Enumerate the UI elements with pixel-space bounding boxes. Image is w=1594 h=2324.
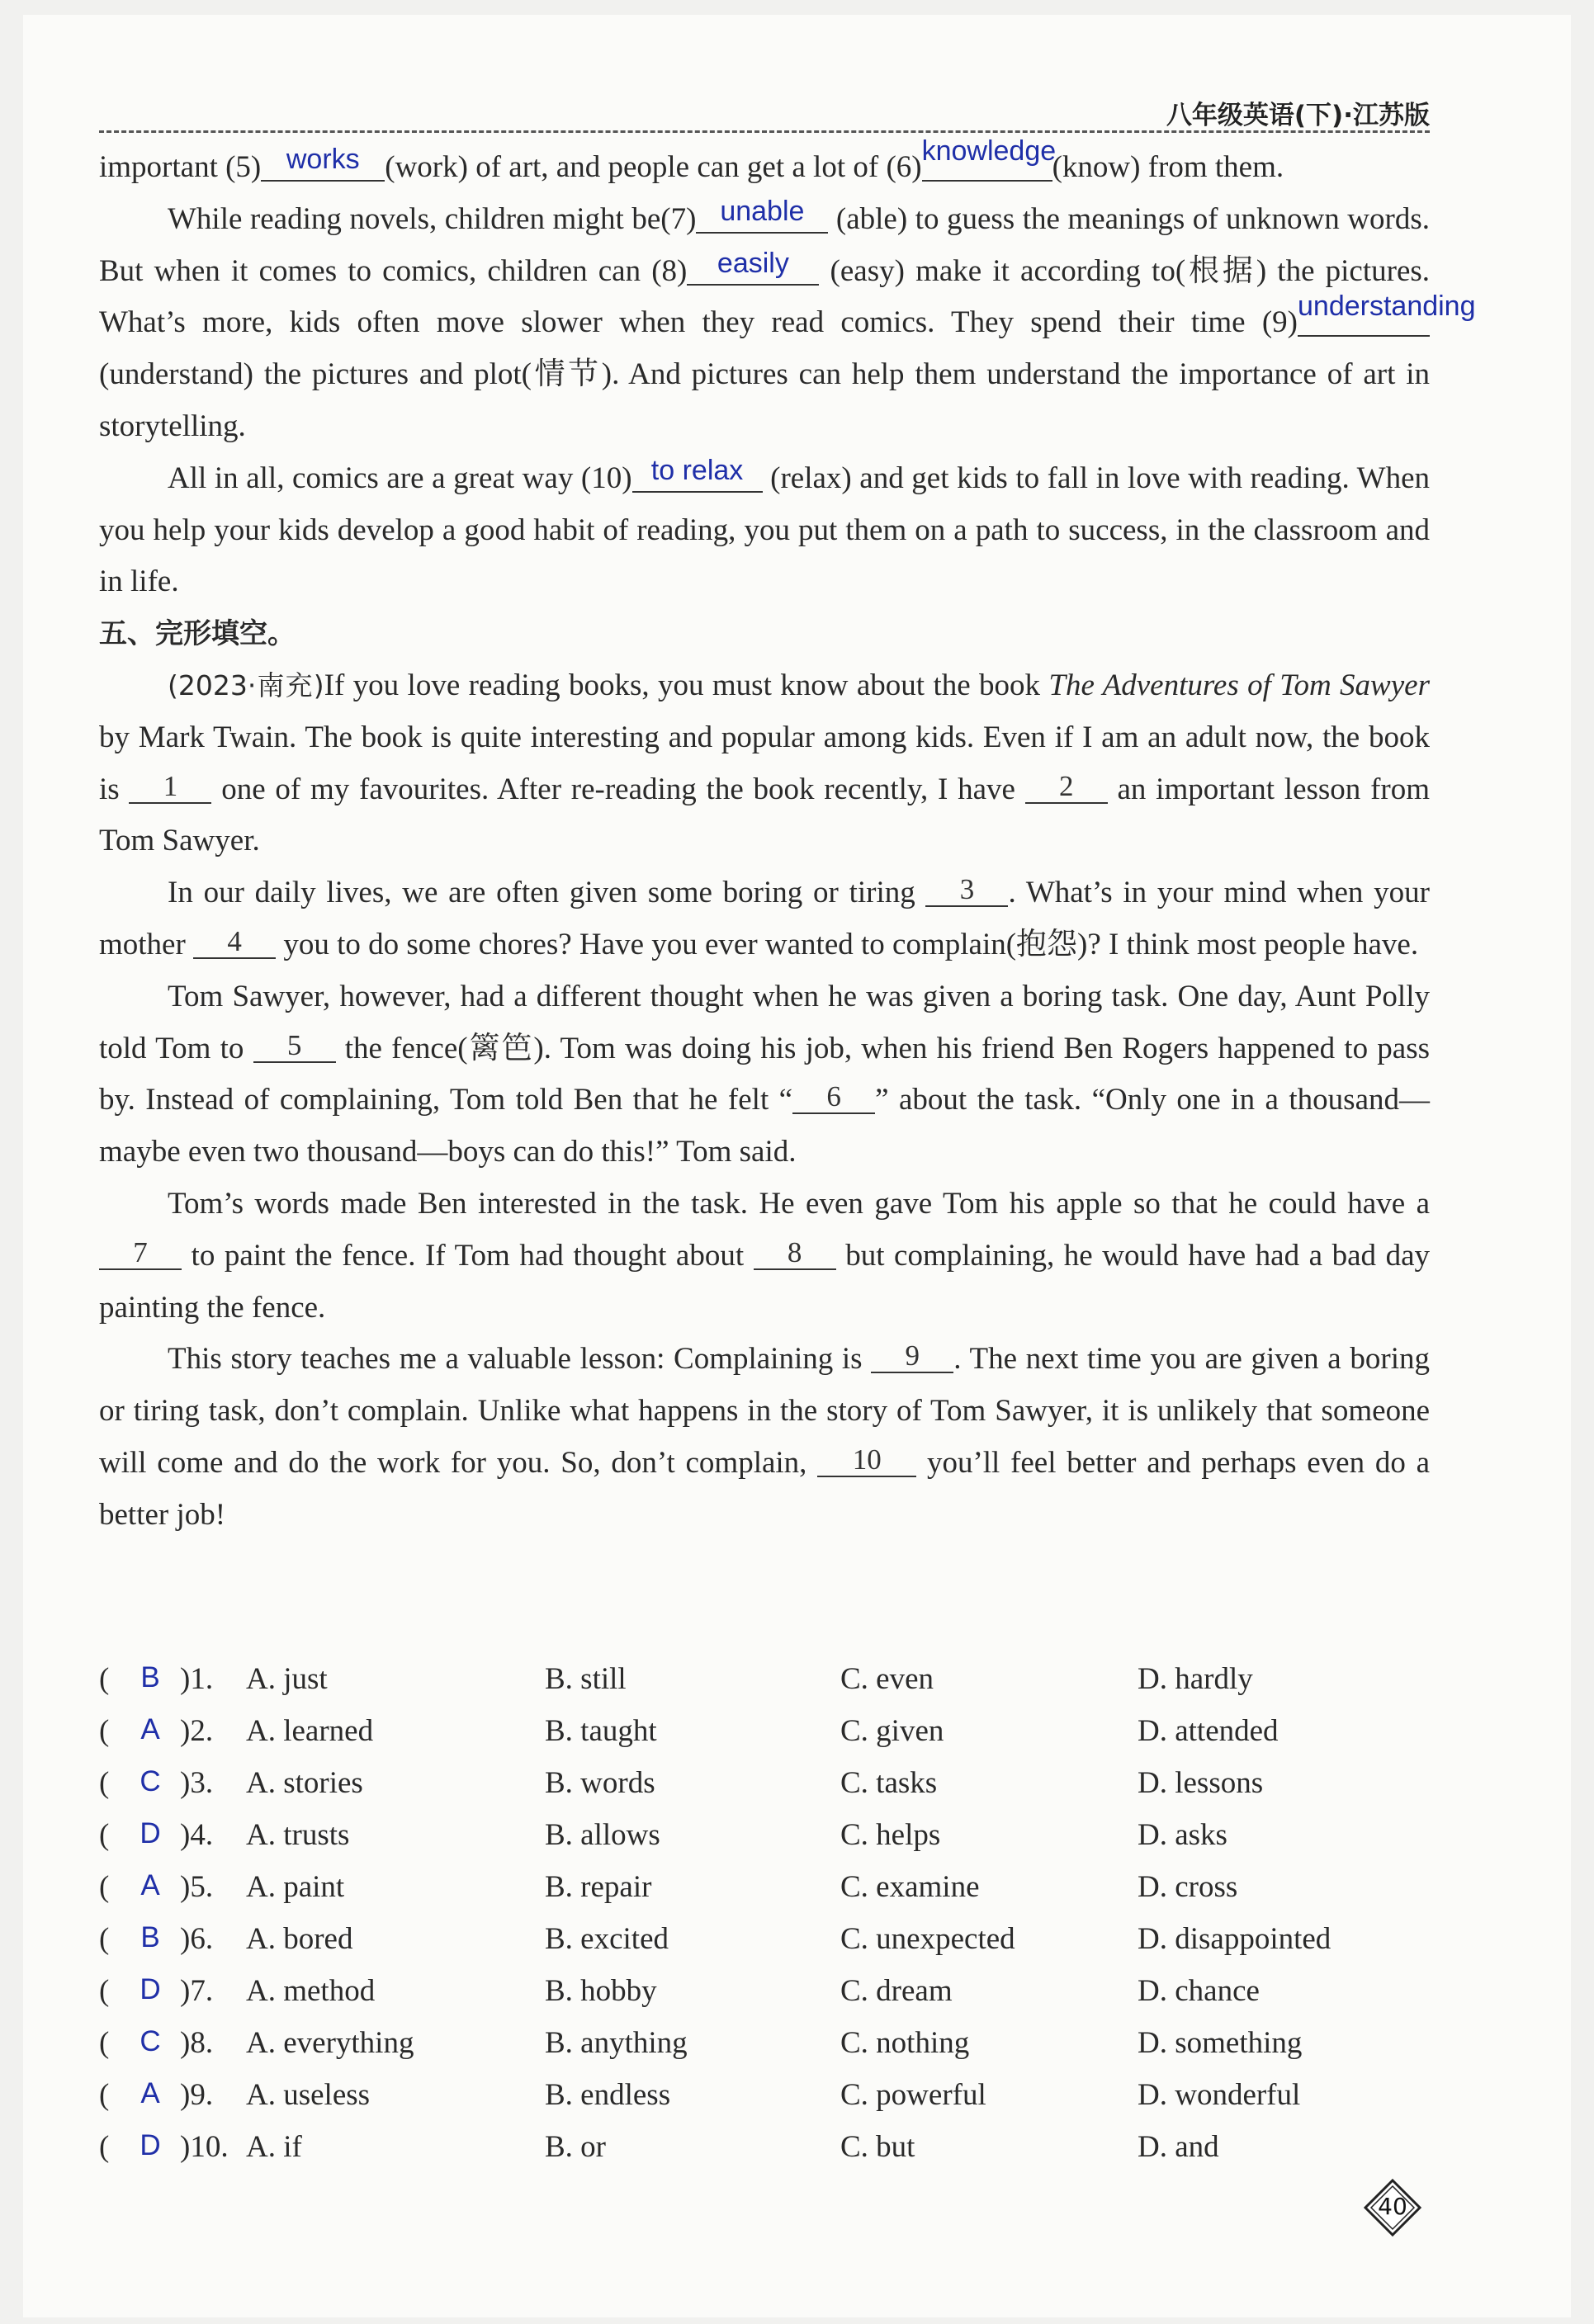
option-a[interactable]: A. learned xyxy=(246,1714,374,1748)
question-number: )1. xyxy=(180,1662,214,1696)
question-row: ( C )3. A. stories B. words C. tasks D. lessons xyxy=(99,1765,1264,1800)
handwritten-choice: B xyxy=(140,1921,160,1953)
option-a[interactable]: A. paint xyxy=(246,1870,345,1904)
source-tag: (2023·南充) xyxy=(168,668,324,701)
cloze-blank-3[interactable]: 3 xyxy=(925,869,1008,907)
cloze-paragraph-2: In our daily lives, we are often given some boring or tiring 3 . What’s in your mind when your mother 4 you to do some chores? Have you ever wanted to complain(抱怨)? I think most people have. xyxy=(99,867,1430,971)
book-title: The Adventures of Tom Sawyer xyxy=(1048,668,1430,702)
option-a[interactable]: A. just xyxy=(246,1662,328,1696)
question-number: )7. xyxy=(180,1974,214,2008)
option-b[interactable]: B. hobby xyxy=(545,1974,657,2008)
passage-paragraph-3: All in all, comics are a great way (10) to relax (relax) and get kids to fall in love with reading. When you help your kids develop a good habit of reading, you put them on a path to success, in the classroom and in life. xyxy=(99,454,1431,599)
handwritten-choice: A xyxy=(140,1713,160,1745)
option-b[interactable]: B. or xyxy=(545,2130,606,2164)
option-d[interactable]: D. cross xyxy=(1138,1870,1238,1904)
option-d[interactable]: D. asks xyxy=(1138,1818,1227,1852)
option-a[interactable]: A. useless xyxy=(246,2078,371,2112)
option-d[interactable]: D. and xyxy=(1138,2130,1219,2164)
option-a[interactable]: A. method xyxy=(246,1974,376,2008)
answer-blank-10[interactable] xyxy=(632,455,763,493)
option-c[interactable]: C. powerful xyxy=(840,2078,986,2112)
option-d[interactable]: D. attended xyxy=(1138,1714,1279,1748)
option-d[interactable]: D. hardly xyxy=(1138,1662,1253,1696)
option-a[interactable]: A. stories xyxy=(246,1766,363,1800)
option-d[interactable]: D. lessons xyxy=(1138,1766,1264,1800)
option-d[interactable]: D. chance xyxy=(1138,1974,1260,2008)
option-c[interactable]: C. given xyxy=(840,1714,944,1748)
cloze-blank-2[interactable]: 2 xyxy=(1025,766,1108,804)
page-number-badge xyxy=(1364,2179,1421,2237)
question-number: )4. xyxy=(180,1818,214,1852)
option-c[interactable]: C. examine xyxy=(840,1870,980,1904)
option-a[interactable]: A. trusts xyxy=(246,1818,350,1852)
handwritten-answer-6: knowledge xyxy=(921,135,1057,167)
option-c[interactable]: C. unexpected xyxy=(840,1922,1015,1956)
answer-blank-8[interactable] xyxy=(687,248,819,286)
handwritten-choice: C xyxy=(140,1765,161,1797)
option-b[interactable]: B. repair xyxy=(545,1870,652,1904)
cloze-blank-6[interactable]: 6 xyxy=(792,1076,875,1114)
cloze-paragraph-4: Tom’s words made Ben interested in the task. He even gave Tom his apple so that he could have a 7 to paint the fence. If Tom had thought about 8 but complaining, he would have had a bad day painting the fence. xyxy=(99,1186,1430,1325)
question-number: )10. xyxy=(180,2130,229,2164)
handwritten-choice: C xyxy=(140,2025,161,2057)
section-title: 五、完形填空。 xyxy=(99,617,296,651)
multiple-choice-list xyxy=(99,1651,1430,2171)
handwritten-choice: D xyxy=(140,1817,161,1849)
question-row: ( B )1. A. just B. still C. even D. hardly xyxy=(99,1661,1253,1696)
passage-paragraph-2: While reading novels, children might be(7) unable (able) to guess the meanings of unknown words. But when it comes to comics, children can (8) easily (easy) make it according to(根据) the pictures. What’s more, kids often move slower when they read comics. They spend their time (9) understanding (understand) the pictures and plot(情节). And pictures can help them understand the importance of art in storytelling. xyxy=(99,195,1476,443)
option-a[interactable]: A. everything xyxy=(246,2026,414,2060)
cloze-blank-7[interactable]: 7 xyxy=(99,1232,182,1270)
passage-content xyxy=(99,135,1476,1542)
handwritten-choice: D xyxy=(140,1973,161,2005)
answer-blank-7[interactable] xyxy=(696,196,828,234)
question-row: ( D )10. A. if B. or C. but D. and xyxy=(99,2129,1219,2164)
option-c[interactable]: C. helps xyxy=(840,1818,941,1852)
option-c[interactable]: C. even xyxy=(840,1662,934,1696)
option-b[interactable]: B. taught xyxy=(545,1714,657,1748)
handwritten-answer-8: easily xyxy=(717,247,789,279)
option-c[interactable]: C. dream xyxy=(840,1974,953,2008)
cloze-blank-10[interactable]: 10 xyxy=(817,1439,916,1477)
option-c[interactable]: C. but xyxy=(840,2130,915,2164)
option-d[interactable]: D. wonderful xyxy=(1138,2078,1301,2112)
handwritten-choice: B xyxy=(140,1661,160,1693)
option-b[interactable]: B. excited xyxy=(545,1922,669,1956)
answer-blank-9[interactable] xyxy=(1298,290,1476,337)
option-b[interactable]: B. anything xyxy=(545,2026,688,2060)
option-b[interactable]: B. allows xyxy=(545,1818,660,1852)
question-number: )9. xyxy=(180,2078,214,2112)
handwritten-choice: A xyxy=(140,1869,160,1901)
option-d[interactable]: D. disappointed xyxy=(1138,1922,1331,1956)
question-row: ( B )6. A. bored B. excited C. unexpected D. disappointed xyxy=(99,1921,1331,1956)
option-b[interactable]: B. still xyxy=(545,1662,627,1696)
page-header xyxy=(99,89,1430,133)
handwritten-answer-5: works xyxy=(286,144,360,175)
handwritten-choice: D xyxy=(140,2129,161,2161)
cloze-blank-4[interactable]: 4 xyxy=(193,921,276,959)
cloze-blank-9[interactable]: 9 xyxy=(871,1335,953,1373)
cloze-blank-5[interactable]: 5 xyxy=(253,1025,336,1063)
question-row: ( A )5. A. paint B. repair C. examine D. cross xyxy=(99,1869,1238,1904)
question-row: ( A )9. A. useless B. endless C. powerful D. wonderful xyxy=(99,2077,1301,2112)
cloze-paragraph-3: Tom Sawyer, however, had a different thought when he was given a boring task. One day, Aunt Polly told Tom to 5 the fence(篱笆). Tom was doing his job, when his friend Ben Rogers happened to pass by. Instead of complaining, Tom told Ben that he felt “ 6 ” about the task. “Only one in a thousand—maybe even two thousand—boys can do this!” Tom said. xyxy=(99,979,1431,1169)
option-a[interactable]: A. if xyxy=(246,2130,302,2164)
question-row: ( C )8. A. everything B. anything C. nothing D. something xyxy=(99,2025,1303,2060)
handwritten-answer-7: unable xyxy=(720,195,805,227)
handwritten-choice: A xyxy=(140,2077,160,2109)
page-number: 40 xyxy=(1378,2193,1407,2220)
question-row: ( D )7. A. method B. hobby C. dream D. chance xyxy=(99,1973,1260,2008)
cloze-blank-1[interactable]: 1 xyxy=(129,766,211,804)
question-number: )5. xyxy=(180,1870,214,1904)
question-number: )6. xyxy=(180,1922,214,1956)
option-d[interactable]: D. something xyxy=(1138,2026,1303,2060)
answer-blank-5[interactable] xyxy=(261,144,385,182)
option-b[interactable]: B. words xyxy=(545,1766,655,1800)
cloze-paragraph-1: (2023·南充)If you love reading books, you must know about the book The Adventures of Tom Sawyer by Mark Twain. The book is quite interesting and popular among kids. Even if I am an adult now, the book is 1 one of my favourites. After re-reading the book recently, I have 2 an important lesson from Tom Sawyer. xyxy=(99,668,1430,858)
option-c[interactable]: C. nothing xyxy=(840,2026,970,2060)
option-a[interactable]: A. bored xyxy=(246,1922,353,1956)
answer-blank-6[interactable] xyxy=(921,135,1057,182)
question-number: )8. xyxy=(180,2026,214,2060)
handwritten-answer-10: to relax xyxy=(650,454,744,486)
option-c[interactable]: C. tasks xyxy=(840,1766,938,1800)
question-row: ( D )4. A. trusts B. allows C. helps D. asks xyxy=(99,1817,1227,1852)
option-b[interactable]: B. endless xyxy=(545,2078,671,2112)
question-row: ( A )2. A. learned B. taught C. given D. attended xyxy=(99,1713,1279,1748)
handwritten-answer-9: understanding xyxy=(1298,290,1476,323)
question-number: )2. xyxy=(180,1714,214,1748)
header-title: 八年级英语(下)·江苏版 xyxy=(1166,101,1430,130)
passage-paragraph-1: important (5) works (work) of art, and people can get a lot of (6) knowledge (know) from them. xyxy=(99,135,1284,184)
question-number: )3. xyxy=(180,1766,214,1800)
cloze-blank-8[interactable]: 8 xyxy=(754,1232,836,1270)
cloze-paragraph-5: This story teaches me a valuable lesson: Complaining is 9 . The next time you are given a boring or tiring task, don’t complain. Unlike what happens in the story of Tom Sawyer, it is unlikely that someone will come and do the work for you. So, don’t complain, 10 you’ll feel better and perhaps even do a better job! xyxy=(99,1334,1430,1541)
